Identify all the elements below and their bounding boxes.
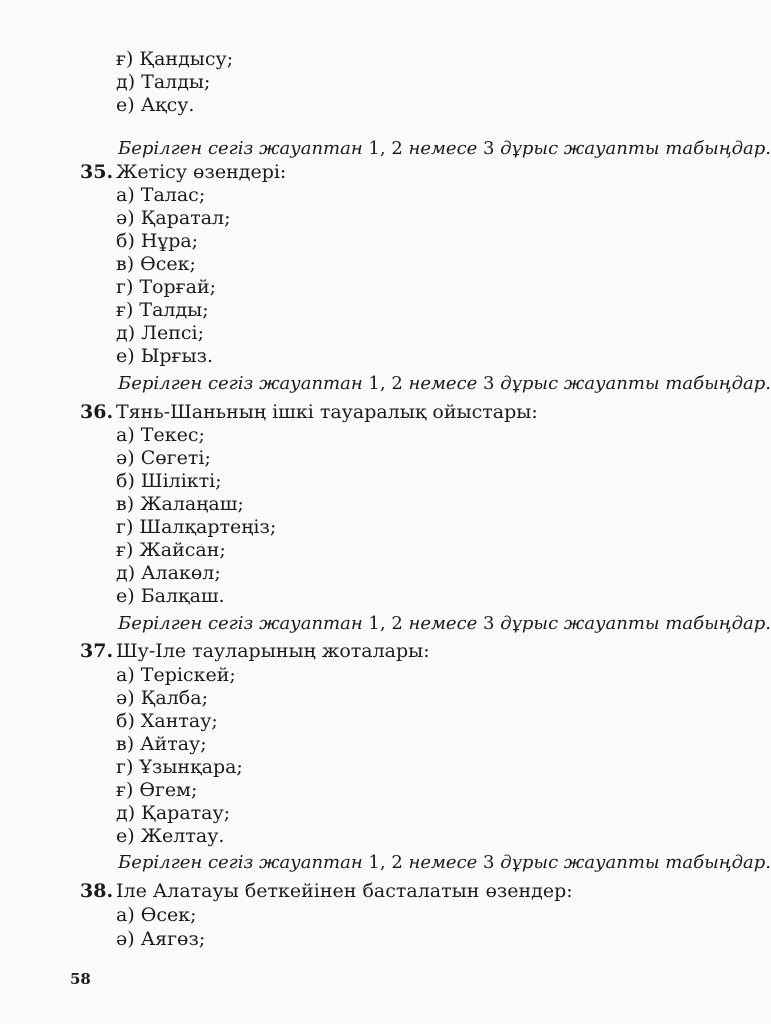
option-d: д) Қаратау; <box>116 802 231 824</box>
question-number: 38. <box>80 880 114 902</box>
question-text: Іле Алатауы беткейінен басталатын өзендер: <box>116 880 573 902</box>
option-a: а) Өсек; <box>116 904 197 926</box>
option-g2: ғ) Қандысу; <box>116 48 234 70</box>
option-e: е) Балқаш. <box>116 585 225 607</box>
question-text: Тянь-Шаньның ішкі тауаралық ойыстары: <box>116 401 538 423</box>
instruction: Берілген сегіз жауаптан 1, 2 немесе 3 дұрыс жауапты табыңдар. <box>118 852 771 873</box>
option-e: е) Желтау. <box>116 825 225 847</box>
option-g2: ғ) Өгем; <box>116 779 198 801</box>
option-g: г) Ұзынқара; <box>116 756 243 778</box>
option-ae: ә) Сөгеті; <box>116 447 211 469</box>
option-v: в) Айтау; <box>116 733 207 755</box>
option-e: е) Ырғыз. <box>116 345 214 367</box>
option-a: а) Теріскей; <box>116 664 236 686</box>
question-number: 37. <box>80 640 114 662</box>
question-text: Шу-Іле тауларының жоталары: <box>116 640 430 662</box>
option-d: д) Лепсі; <box>116 322 205 344</box>
option-g2: ғ) Жайсан; <box>116 539 226 561</box>
option-e: е) Ақсу. <box>116 94 195 116</box>
option-g: г) Торғай; <box>116 276 217 298</box>
question-text: Жетісу өзендері: <box>116 161 287 183</box>
page-number: 58 <box>70 970 91 988</box>
question-number: 35. <box>80 161 114 183</box>
option-a: а) Талас; <box>116 184 206 206</box>
option-a: а) Текес; <box>116 424 205 446</box>
option-b: б) Нұра; <box>116 230 199 252</box>
option-g: г) Шалқартеңіз; <box>116 516 277 538</box>
instruction: Берілген сегіз жауаптан 1, 2 немесе 3 дұрыс жауапты табыңдар. <box>118 138 771 159</box>
instruction: Берілген сегіз жауаптан 1, 2 немесе 3 дұрыс жауапты табыңдар. <box>118 613 771 634</box>
option-ae: ә) Аягөз; <box>116 928 206 950</box>
option-g2: ғ) Талды; <box>116 299 209 321</box>
option-ae: ә) Қаратал; <box>116 207 231 229</box>
instruction: Берілген сегіз жауаптан 1, 2 немесе 3 дұрыс жауапты табыңдар. <box>118 373 771 394</box>
option-b: б) Хантау; <box>116 710 218 732</box>
option-d: д) Алакөл; <box>116 562 221 584</box>
option-d: д) Талды; <box>116 71 211 93</box>
option-v: в) Өсек; <box>116 253 196 275</box>
option-v: в) Жалаңаш; <box>116 493 244 515</box>
option-ae: ә) Қалба; <box>116 687 208 709</box>
option-b: б) Шілікті; <box>116 470 222 492</box>
question-number: 36. <box>80 401 114 423</box>
